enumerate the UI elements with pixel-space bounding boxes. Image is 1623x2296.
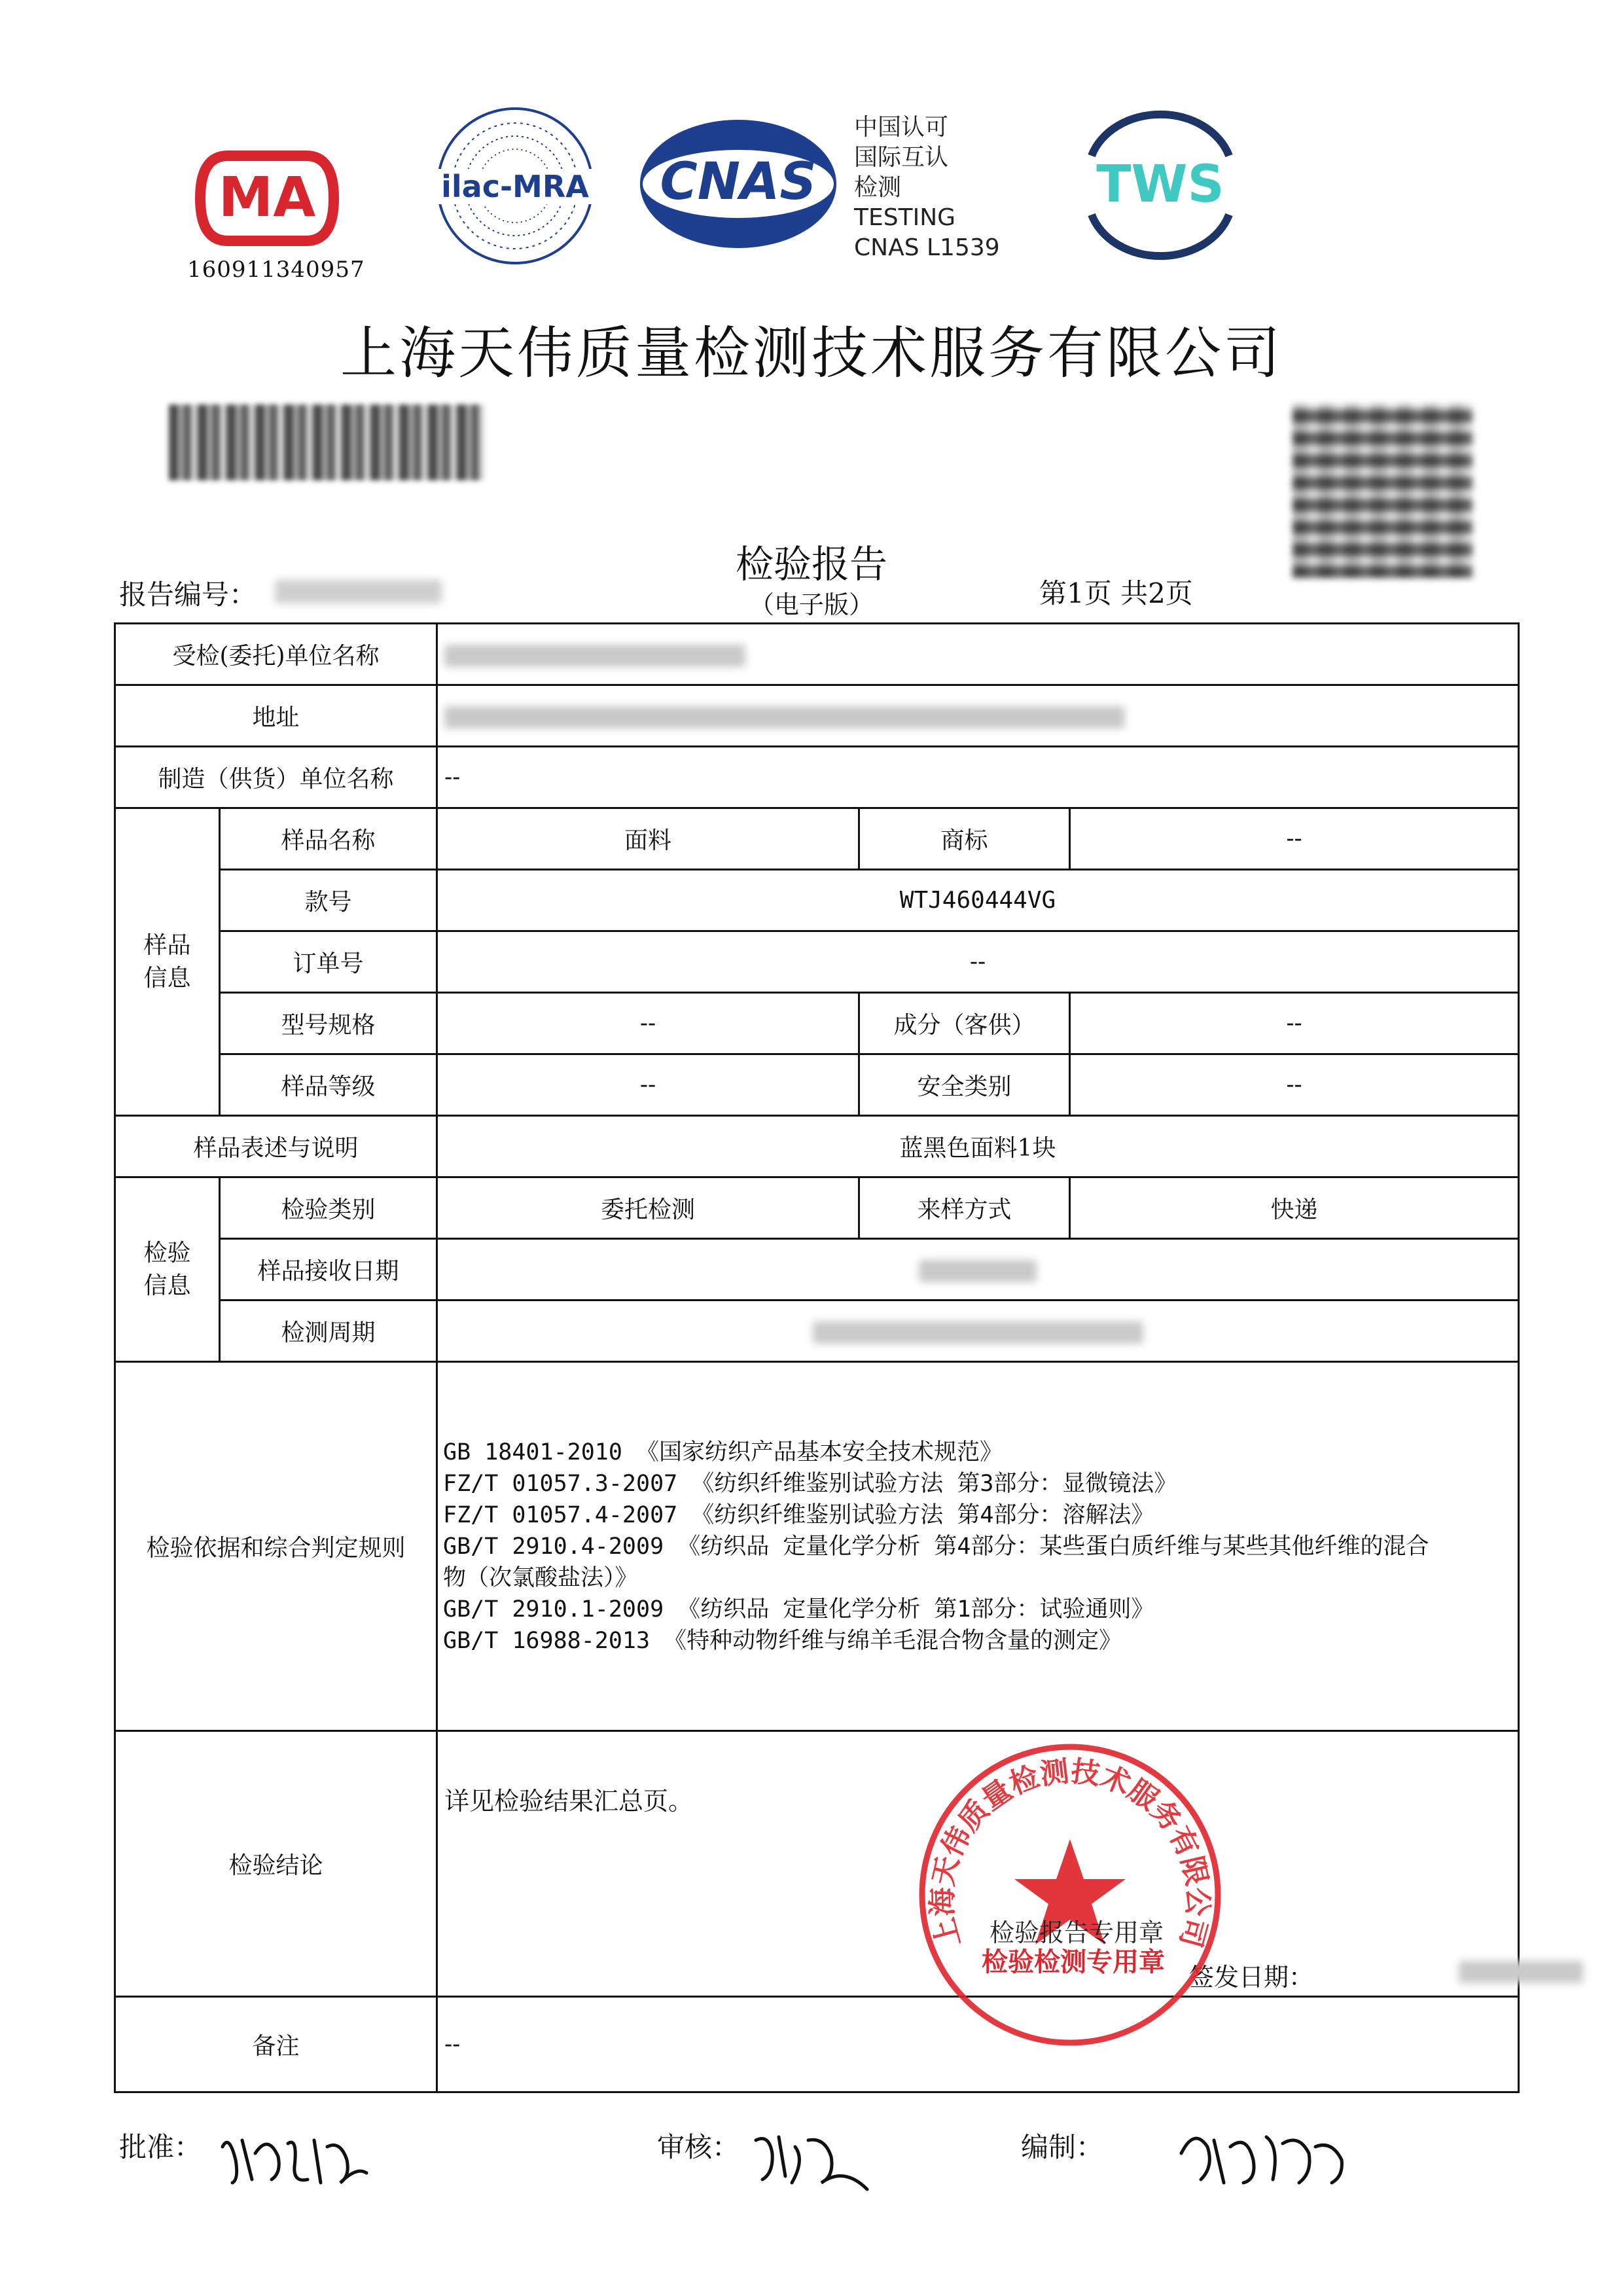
inspection-info-label: 检验 信息 [115, 1177, 220, 1362]
table-row [115, 1731, 1519, 1997]
order-no-value: -- [437, 931, 1519, 993]
tws-logo [1065, 110, 1255, 260]
conclusion-text: 详见检验结果汇总页。 [444, 1787, 694, 1816]
style-no-label: 款号 [220, 870, 437, 931]
ilac-mra-logo [431, 103, 599, 268]
company-name: 上海天伟质量检测技术服务有限公司 [340, 321, 1283, 386]
report-edition: （电子版） [749, 590, 874, 619]
sample-name-value: 面料 [437, 808, 859, 870]
review-signature [746, 2121, 877, 2193]
standard-item: 物（次氯酸盐法）》 [443, 1564, 638, 1591]
standard-item: GB/T 16988-2013 《特种动物纤维与绵羊毛混合物含量的测定》 [443, 1627, 1122, 1654]
table-row [115, 1362, 1519, 1731]
remarks-value: -- [437, 1997, 1519, 2092]
cnas-side-line: 国际互认 [854, 144, 949, 171]
cma-number: 160911340957 [187, 257, 365, 283]
address-label: 地址 [115, 685, 437, 747]
table-row [115, 624, 1519, 685]
composition-label: 成分（客供） [859, 993, 1070, 1054]
official-seal [913, 1738, 1227, 2052]
cnas-side-line: 中国认可 [854, 114, 949, 141]
sampling-value: 快递 [1070, 1177, 1519, 1239]
inspection-type-value: 委托检测 [437, 1177, 859, 1239]
standards-list [437, 1362, 1519, 1731]
composition-value: -- [1070, 993, 1519, 1054]
compile-signature [1175, 2121, 1351, 2193]
cnas-side-line: CNAS L1539 [854, 234, 1000, 261]
conclusion-label: 检验结论 [115, 1731, 437, 1997]
standards-label: 检验依据和综合判定规则 [115, 1362, 437, 1731]
sample-name-label: 样品名称 [220, 808, 437, 870]
standard-item: GB 18401-2010 《国家纺织产品基本安全技术规范》 [443, 1439, 1003, 1465]
standard-item: FZ/T 01057.3-2007 《纺织纤维鉴别试验方法 第3部分：显微镜法》 [443, 1470, 1177, 1497]
standard-item: GB/T 2910.4-2009 《纺织品 定量化学分析 第4部分：某些蛋白质纤维与某些其他纤维的混合 [443, 1533, 1429, 1560]
table-row [115, 808, 1519, 870]
cnas-logo [633, 115, 843, 253]
manufacturer-value: -- [437, 747, 1519, 808]
description-value: 蓝黑色面料1块 [437, 1116, 1519, 1177]
issue-date-label: 签发日期： [1189, 1963, 1314, 1992]
table-row [115, 1300, 1519, 1362]
table-row [115, 1116, 1519, 1177]
sample-info-label: 样品 信息 [115, 808, 220, 1116]
approve-signature [216, 2121, 373, 2193]
compile-label: 编制： [1021, 2131, 1104, 2163]
standard-item: FZ/T 01057.4-2007 《纺织纤维鉴别试验方法 第4部分：溶解法》 [443, 1501, 1154, 1528]
trademark-value: -- [1070, 808, 1519, 870]
remarks-label: 备注 [115, 1997, 437, 2092]
client-label: 受检(委托)单位名称 [115, 624, 437, 685]
table-row [115, 993, 1519, 1054]
barcode [169, 404, 484, 480]
report-number-label: 报告编号： [119, 579, 257, 611]
page-info: 第1页 共2页 [1039, 577, 1193, 609]
approve-label: 批准： [119, 2131, 202, 2163]
safety-label: 安全类别 [859, 1054, 1070, 1116]
period-redacted [437, 1300, 1519, 1362]
address-value-redacted [437, 685, 1519, 747]
grade-label: 样品等级 [220, 1054, 437, 1116]
order-no-label: 订单号 [220, 931, 437, 993]
period-label: 检测周期 [220, 1300, 437, 1362]
cma-mark-text: MA [218, 165, 316, 229]
review-label: 审核： [657, 2131, 740, 2163]
standard-item: GB/T 2910.1-2009 《纺织品 定量化学分析 第1部分：试验通则》 [443, 1596, 1154, 1623]
cnas-side-line: 检测 [854, 174, 902, 201]
tws-text: TWS [1096, 155, 1224, 214]
table-row [115, 747, 1519, 808]
cnas-side-text [854, 113, 1000, 263]
receive-date-label: 样品接收日期 [220, 1239, 437, 1300]
seal-ring-text: 上海天伟质量检测技术服务有限公司 [925, 1754, 1215, 1951]
manufacturer-label: 制造（供货）单位名称 [115, 747, 437, 808]
table-row [115, 870, 1519, 931]
table-row [115, 685, 1519, 747]
sampling-label: 来样方式 [859, 1177, 1070, 1239]
trademark-label: 商标 [859, 808, 1070, 870]
model-label: 型号规格 [220, 993, 437, 1054]
cnas-text: CNAS [660, 152, 817, 211]
description-label: 样品表述与说明 [115, 1116, 437, 1177]
table-row [115, 1054, 1519, 1116]
cnas-side-line: TESTING [854, 204, 956, 231]
report-title: 检验报告 [735, 542, 887, 586]
table-row [115, 931, 1519, 993]
grade-value: -- [437, 1054, 859, 1116]
safety-value: -- [1070, 1054, 1519, 1116]
client-value-redacted [437, 624, 1519, 685]
seal-text-inspection: 检验检测专用章 [982, 1947, 1165, 1977]
model-value: -- [437, 993, 859, 1054]
ilac-text: ilac-MRA [441, 169, 589, 204]
issue-date-redacted [1459, 1961, 1583, 1983]
report-table [114, 622, 1520, 2093]
cma-logo [195, 149, 339, 247]
inspection-type-label: 检验类别 [220, 1177, 437, 1239]
style-no-value: WTJ460444VG [437, 870, 1519, 931]
table-row [115, 1177, 1519, 1239]
report-number-redacted [275, 580, 442, 603]
seal-text-report: 检验报告专用章 [990, 1918, 1164, 1947]
table-row [115, 1997, 1519, 2092]
receive-date-redacted [437, 1239, 1519, 1300]
table-row [115, 1239, 1519, 1300]
